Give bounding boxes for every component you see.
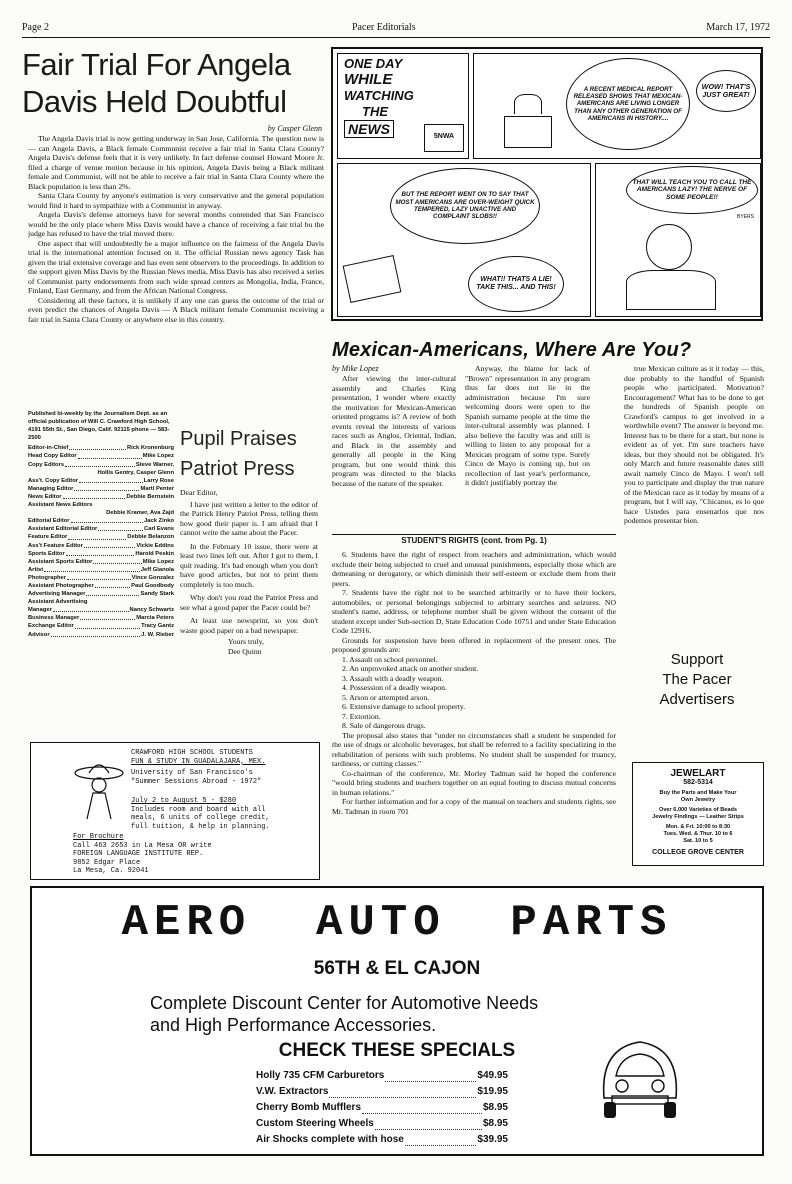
special-item: [256, 1116, 508, 1132]
staff-role: Business Manager: [28, 615, 80, 622]
rights-paragraph: Grounds for suspension have been offered in replacement of the present ones. The proposed grounds are:: [332, 635, 616, 654]
rights-paragraph: 6. Students have the right of respect from teachers and administration, which would exclude their being subjected to cruel and unusual punishments, especially those which are demeaning or derogatory, or which diminish their self-esteem or exclude them from their peers.: [332, 550, 616, 588]
ground-item: 4. Possession of a deadly weapon.: [342, 683, 447, 692]
aero-auto-parts-ad: [30, 886, 764, 1156]
rights-paragraph: 7. Students have the right not to be searched arbitrarily or to have their lockers, automobiles, or personal belongings subjected to arbitrary searches and seizures. NO student's name, address, or telephone number shall be given without the consent of the student except under Sub-section D, State Education Code 10751 and under State Education Code 12916.: [332, 588, 616, 635]
staff-role: Copy Editors: [28, 461, 65, 468]
staff-name: Mike Lopez: [142, 453, 174, 460]
leader-dots: [93, 558, 141, 564]
special-name: Air Shocks complete with hose: [256, 1134, 404, 1145]
leader-dots: [92, 501, 174, 509]
section-title: Pacer Editorials: [352, 22, 416, 33]
staff-row: [28, 469, 174, 477]
letter-paragraph: In the February 10 issue, there were at least two lines left out. After I got to them, I quit reading. It's bad enough when you don't have good articles, but not to print them completely is too much.: [180, 541, 318, 589]
pupil-headline-line1: Pupil Praises: [180, 428, 297, 450]
rights-header: STUDENT'S RIGHTS (cont. from Pg. 1): [401, 536, 547, 545]
staff-role: Managing Editor: [28, 485, 74, 492]
special-name: V.W. Extractors: [256, 1086, 329, 1097]
aero-tagline: [150, 992, 538, 1036]
staff-role: Advertising Manager: [28, 591, 86, 598]
staff-name: Vince Gonzalez: [131, 574, 174, 581]
staff-name: Rick Kronenburg: [126, 445, 174, 452]
pupil-headline: [180, 424, 330, 484]
staff-row: [28, 582, 174, 590]
ad-line: FUN & STUDY IN GUADALAJARA, MEX.: [131, 757, 266, 766]
leader-dots: [51, 631, 141, 637]
leader-dots: [67, 574, 131, 580]
staff-role: Manager: [28, 607, 52, 614]
leader-dots: [362, 1100, 482, 1114]
study-abroad-ad: [30, 742, 320, 880]
special-name: Custom Steering Wheels: [256, 1118, 374, 1129]
special-item: [256, 1100, 508, 1116]
angela-byline: by Casper Glenn: [267, 124, 322, 133]
angela-paragraph: Santa Clara County by anyone's estimation is very conservative and the general population would find it hard to sympathize with a Communist in anyway.: [28, 191, 324, 210]
jewelart-ad: [632, 762, 764, 866]
letter-paragraph: I have just written a letter to the editor of the Patrick Henry Patriot Press, telling them how good their paper is. I am afraid that I cannot write the same about the Pacer.: [180, 499, 318, 537]
letter-closing: Yours truly,: [228, 637, 264, 646]
tagline-line: and High Performance Accessories.: [150, 1015, 437, 1035]
special-price: $49.95: [477, 1070, 508, 1081]
aero-title: AERO AUTO PARTS: [121, 898, 673, 948]
ad-line: Tues. Wed. & Thur. 10 to 6: [663, 831, 733, 837]
ad-line: La Mesa, Ca. 92041: [73, 867, 149, 876]
support-line: Advertisers: [659, 691, 735, 708]
leader-dots: [28, 469, 97, 477]
staff-name: Steve Warner,: [135, 461, 174, 468]
leader-dots: [75, 622, 140, 628]
special-name: Holly 735 CFM Carburetors: [256, 1070, 385, 1081]
staff-name: Vickie Eddins: [136, 542, 174, 549]
staff-name: Nancy Schwartz: [129, 607, 174, 614]
leader-dots: [95, 582, 130, 588]
cartoon-panel-2: [473, 53, 761, 159]
ad-line: meals, 6 units of college credit,: [131, 814, 270, 823]
staff-name: Harold Peskin: [135, 550, 174, 557]
leader-dots: [66, 550, 135, 556]
specials-list: [256, 1068, 508, 1148]
page-header: [22, 22, 770, 38]
leader-dots: [86, 590, 139, 596]
staff-row: [28, 590, 174, 598]
vw-bug-icon: [590, 1028, 690, 1124]
angela-paragraph: Angela Davis's defense attorneys have for several months contended that San Francisco would be the only place where Miss Davis would have a chance of receiving a fair trial bu the judge has refused to have the trial moved there.: [28, 210, 324, 238]
rights-body: [332, 550, 616, 816]
man-body-icon: [626, 270, 716, 310]
leader-dots: [44, 566, 140, 572]
ad-line: Includes room and board with all: [131, 805, 266, 814]
staff-role: Artist: [28, 566, 44, 573]
report-bubble: A RECENT MEDICAL REPORT RELEASED SHOWS THAT MEXICAN-AMERICANS ARE LIVING LONGER THAN ANY OTHER GENERATION OF AMERICANS IN HISTORY....: [566, 58, 690, 150]
special-price: $39.95: [477, 1134, 508, 1145]
leader-dots: [405, 1132, 477, 1146]
staff-row: [28, 598, 174, 606]
mexican-col-3: true Mexican culture as it it today — this, due probably to the handful of Spanish people who participated. Motivation? Encouragement? What has to be done to get the hundreds of Spanish people on Crawford's campus to get involved in a worthwhile event? The answer is beyond me. Interest has to be there for a start, but none is evident as of yet. I'm sure teachers have ideas, but they should not be obligated. It's only March and future reasonable dates still await namely Cinco de Mayo. I won't tell you to participate and display the true nature of the Mexican race as it today by means of a program, but I will say, "Chicanos, es lo que hace Ustedes para ensenarlos que nos podemos presentar bien.: [624, 364, 764, 525]
mexican-headline: Mexican-Americans, Where Are You?: [332, 339, 692, 361]
staff-role: Assistant News Editors: [28, 502, 93, 509]
staff-row: [28, 493, 174, 501]
angela-headline-line2: Davis Held Doubtful: [22, 84, 287, 119]
ad-line: full tuition, & help in planning.: [131, 822, 270, 831]
pupil-headline-line2: Patriot Press: [180, 458, 295, 480]
staff-name: Debbie Bernstein: [126, 493, 174, 500]
staff-row: [28, 566, 174, 574]
staff-role: Photographer: [28, 574, 67, 581]
staff-row: [28, 444, 174, 452]
staff-role: Editor-in-Chief: [28, 445, 69, 452]
leader-dots: [87, 598, 174, 606]
staff-role: Editorial Editor: [28, 518, 70, 525]
rights-paragraph: The proposal also states that "under no circumstances shall a student be suspended for the use of drugs or alcoholic beverages, but shall be referred to a facility specializing in the rehabilitation of persons with such problems. No student shall be suspended for truancy, tardiness, or cutting classes.": [332, 730, 616, 768]
ad-line: July 2 to August 5 - $280: [131, 797, 237, 805]
ad-line: Jewelry Findings — Leather Strips: [652, 814, 744, 820]
staff-role: News Editor: [28, 493, 62, 500]
man-figure-icon: [646, 224, 692, 270]
staff-name: Debbie Belanzon: [127, 534, 174, 541]
study-ad-contact: [73, 833, 212, 876]
tv-antenna-icon: [514, 94, 542, 114]
page-number: Page 2: [22, 22, 49, 33]
staff-role: Assistant Photographer: [28, 582, 94, 589]
divider: [332, 534, 616, 535]
ad-line: Mon. & Fri. 10:00 to 8:30: [665, 824, 731, 830]
staff-name: Mike Lopez: [142, 558, 174, 565]
staff-row: [28, 517, 174, 525]
rights-paragraph: Co-chairman of the conference, Mr. Morley Tadman said he hoped the conference "would bring students and teachers together on an equal footing to discuss mutual concerns in human relations.": [332, 768, 616, 797]
sombrero-figure-icon: [71, 759, 127, 823]
tv-icon: [504, 116, 552, 148]
staff-row: [28, 606, 174, 614]
staff-role: Ass't Feature Editor: [28, 542, 83, 549]
staff-name: J. W. Rieber: [141, 631, 174, 638]
ground-item: 2. An unprovoked attack on another student.: [342, 664, 479, 673]
jewelart-name: JEWELART: [670, 768, 726, 779]
staff-name: Marcia Peters: [136, 615, 174, 622]
ground-item: 1. Assault on school personnel.: [342, 654, 438, 664]
went-on-bubble: BUT THE REPORT WENT ON TO SAY THAT MOST AMERICANS ARE OVER-WEIGHT QUICK TEMPERED, LAZY UNACTIVE AND COMPLAINT SLOBS!!: [390, 168, 540, 244]
staff-row: [28, 461, 174, 469]
cartoon-panel-3: [337, 163, 591, 317]
staff-role: Assistant Sports Editor: [28, 558, 93, 565]
study-ad-details: [131, 797, 270, 831]
ad-line: Buy the Parts and Make Your: [659, 790, 737, 796]
jewelart-location: COLLEGE GROVE CENTER: [652, 849, 744, 856]
issue-date: March 17, 1972: [706, 22, 770, 33]
caption-line: THE: [362, 104, 388, 119]
jewelart-details: [633, 790, 763, 845]
leader-dots: [74, 485, 139, 491]
lie-bubble: WHAT!! THATS A LIE! TAKE THIS... AND THIS!: [468, 256, 564, 312]
ad-line: "Summer Sessions Abroad - 1972": [131, 777, 262, 786]
study-ad-text: [131, 749, 265, 786]
support-line: The Pacer: [662, 671, 732, 688]
caption-line: WHILE: [344, 71, 393, 88]
wow-bubble: WOW! THAT'S JUST GREAT!: [696, 70, 756, 112]
editorial-cartoon: [331, 47, 763, 321]
ad-line: CRAWFORD HIGH SCHOOL STUDENTS: [131, 749, 253, 757]
staff-row: [28, 452, 174, 460]
staff-role: Head Copy Editor: [28, 453, 77, 460]
staff-row: [28, 533, 174, 541]
staff-name: Paul Goodbody: [131, 582, 174, 589]
special-price: $8.95: [482, 1102, 508, 1113]
masthead-intro: Published bi-weekly by the Journalism Dept. as an official publication of Will C. Crawford High School, 4191 55th St., San Diego, Calif. 92115 phone — 583-2500: [28, 411, 170, 442]
caption-line: ONE DAY: [344, 56, 403, 71]
staff-name: Marti Penter: [140, 485, 174, 492]
staff-row: [28, 485, 174, 493]
ground-item: 7. Extortion.: [342, 711, 381, 721]
staff-list: [28, 444, 174, 638]
special-price: $19.95: [477, 1086, 508, 1097]
leader-dots: [385, 1068, 476, 1082]
staff-role: Assistant Advertising: [28, 599, 88, 606]
masthead: [28, 410, 174, 639]
leader-dots: [79, 477, 143, 483]
cartoon-panel-1: [337, 53, 469, 159]
leader-dots: [53, 606, 129, 612]
special-item: [256, 1068, 508, 1084]
tv-label: 5NWA: [433, 133, 455, 140]
staff-row: [28, 558, 174, 566]
staff-row: [28, 509, 174, 517]
staff-row: [28, 614, 174, 622]
ad-line: University of San Francisco's: [131, 769, 253, 778]
cartoon-signature: BYERS: [737, 214, 754, 220]
staff-name: Larry Rose: [143, 477, 174, 484]
angela-article-body: [28, 134, 324, 324]
staff-name: Sandy Stark: [140, 591, 174, 598]
staff-row: [28, 622, 174, 630]
staff-name: Debbie Kramer, Ava Zajd: [106, 510, 174, 517]
caption-line: NEWS: [344, 120, 394, 138]
staff-row: [28, 525, 174, 533]
pupil-letter: [180, 488, 318, 656]
leader-dots: [80, 614, 135, 620]
leader-dots: [375, 1116, 482, 1130]
staff-name: Hollis Gentry, Casper Glenn: [97, 469, 174, 476]
ad-line: Own Jewelry: [680, 797, 716, 803]
leader-dots: [329, 1084, 476, 1098]
leader-dots: [84, 542, 136, 548]
letter-signature: Dee Quinn: [228, 646, 262, 656]
staff-name: Tracy Gantz: [141, 623, 174, 630]
ad-line: 9852 Edgar Place: [73, 858, 141, 867]
staff-role: Assistant Editorial Editor: [28, 526, 98, 533]
rights-paragraph: For further information and for a copy of the manual on teachers and students rights, see Mr. Tadman in room 701: [332, 797, 616, 816]
staff-name: Carl Evans: [144, 526, 174, 533]
leader-dots: [68, 533, 126, 539]
special-price: $8.95: [482, 1118, 508, 1129]
ground-item: 8. Sale of dangerous drugs.: [342, 721, 426, 730]
letter-salutation: Dear Editor,: [180, 488, 218, 497]
leader-dots: [63, 493, 126, 499]
leader-dots: [69, 444, 126, 450]
ad-line: Call 463 2653 in La Mesa OR write: [73, 841, 212, 850]
staff-row: [28, 542, 174, 550]
broken-tv-icon: [343, 255, 402, 303]
support-line: Support: [670, 651, 724, 668]
teach-bubble: THAT WILL TEACH YOU TO CALL THE AMERICANS LAZY! THE NERVE OF SOME PEOPLE!!: [626, 166, 758, 214]
specials-header: CHECK THESE SPECIALS: [278, 1040, 516, 1061]
staff-role: Feature Editor: [28, 534, 68, 541]
angela-paragraph: The Angela Davis trial is now getting underway in San Jose, California. The question now is — can Angela Davis, a Black female Communist receive a fair trial in Santa Clara County? Angela Davis's defense feels that it is very unlikely. In fact defense counsel Howard Moore Jr. filed a charge of venue motion because in his opinion, Angela Davis being a Black militant female and Communist, will not be able to receive a fair trial in Santa Clara County where the Black population is less than 2%.: [28, 134, 324, 191]
letter-paragraph: At least use newsprint, so you don't waste good paper on a bad newspaper.: [180, 616, 318, 635]
angela-headline-line1: Fair Trial For Angela: [22, 47, 291, 82]
leader-dots: [65, 461, 135, 467]
ad-line: Over 6,000 Varieties of Beads: [658, 807, 738, 813]
angela-paragraph: Considering all these factors, it is unlikely if any one can guess the outcome of the trial or even predict the chances of Angela Davis — A Black militant female Communist receiving a fair trial in Santa Clara County or anywhere else in this country.: [28, 295, 324, 324]
tagline-line: Complete Discount Center for Automotive Needs: [150, 993, 539, 1013]
mexican-byline: by Mike Lopez: [332, 364, 379, 373]
staff-role: Ass't. Copy Editor: [28, 477, 79, 484]
cartoon-caption: [344, 56, 414, 138]
staff-row: [28, 501, 174, 509]
caption-line: WATCHING: [344, 88, 414, 103]
special-item: [256, 1132, 508, 1148]
jewelart-phone: 582-5314: [683, 779, 713, 786]
angela-headline: [22, 46, 322, 120]
special-item: [256, 1084, 508, 1100]
ground-item: 6. Extensive damage to school property.: [342, 702, 466, 711]
tv-icon: [424, 124, 464, 152]
staff-role: Advisor: [28, 631, 50, 638]
ground-item: 5. Arson or attempted arson.: [342, 692, 430, 702]
leader-dots: [28, 509, 106, 517]
staff-name: Jack Zinko: [144, 518, 174, 525]
staff-row: [28, 631, 174, 639]
leader-dots: [98, 525, 143, 531]
grounds-list: [332, 655, 616, 731]
staff-role: Exchange Editor: [28, 623, 74, 630]
mexican-col-2: Anyway, the blame for lack of "Brown" representation in any program thus far does not lie in the administration because I'm sure welcoming doors were open to the Spanish surname people at the time the inter-cultural assembly was planned. I also believe the faculty was and still is willing to listen to any proposal for a Mexican program of some type. Surely Cinco de Mayo is coming up, but on recollection of last year's performance, it didn't justifiably portray the: [465, 364, 590, 487]
staff-role: Sports Editor: [28, 550, 65, 557]
aero-location: 56TH & EL CAJON: [313, 958, 481, 979]
ad-line: Sat. 10 to 5: [683, 838, 713, 844]
letter-paragraph: Why don't you read the Patriot Press and see what a good paper the Pacer could be?: [180, 593, 318, 612]
special-name: Cherry Bomb Mufflers: [256, 1102, 362, 1113]
ad-line: FOREIGN LANGUAGE INSTITUTE REP.: [73, 850, 204, 859]
ground-item: 3. Assault with a deadly weapon.: [342, 673, 444, 683]
angela-paragraph: One aspect that will undoubtedly be a major influence on the fairness of the Angela Davis trial is the international attention focused on it. The official Russian news agency Task has given the trial extensive coverage and has even sent observers to the proceedings. In addition to the support given Miss Davis by the Russian News media, Miss Davis has also received a series of Communist party endorsements from such wide spread centers as Mongolia, India, France, Finland, East Germany, and from the African National Congress.: [28, 238, 324, 295]
leader-dots: [71, 517, 143, 523]
staff-row: [28, 477, 174, 485]
ad-line: For Brochure: [73, 833, 124, 841]
mexican-col-1: After viewing the inter-cultural assembly and Charles King presentation, I wonder where exactly the motivation for Mexican-American oriented programs is? A review of both events reveal the interests of various races such as Anglos, Oriental, Indian, and Black in the assembly and generally all people in the King program, but one would think this program was directed to the blacks because of the nature of the speaker.: [332, 374, 456, 488]
leader-dots: [78, 452, 142, 458]
support-notice: [630, 650, 764, 710]
cartoon-panel-4: [595, 163, 761, 317]
staff-name: Jeff Gianola: [140, 566, 174, 573]
staff-row: [28, 574, 174, 582]
staff-row: [28, 550, 174, 558]
